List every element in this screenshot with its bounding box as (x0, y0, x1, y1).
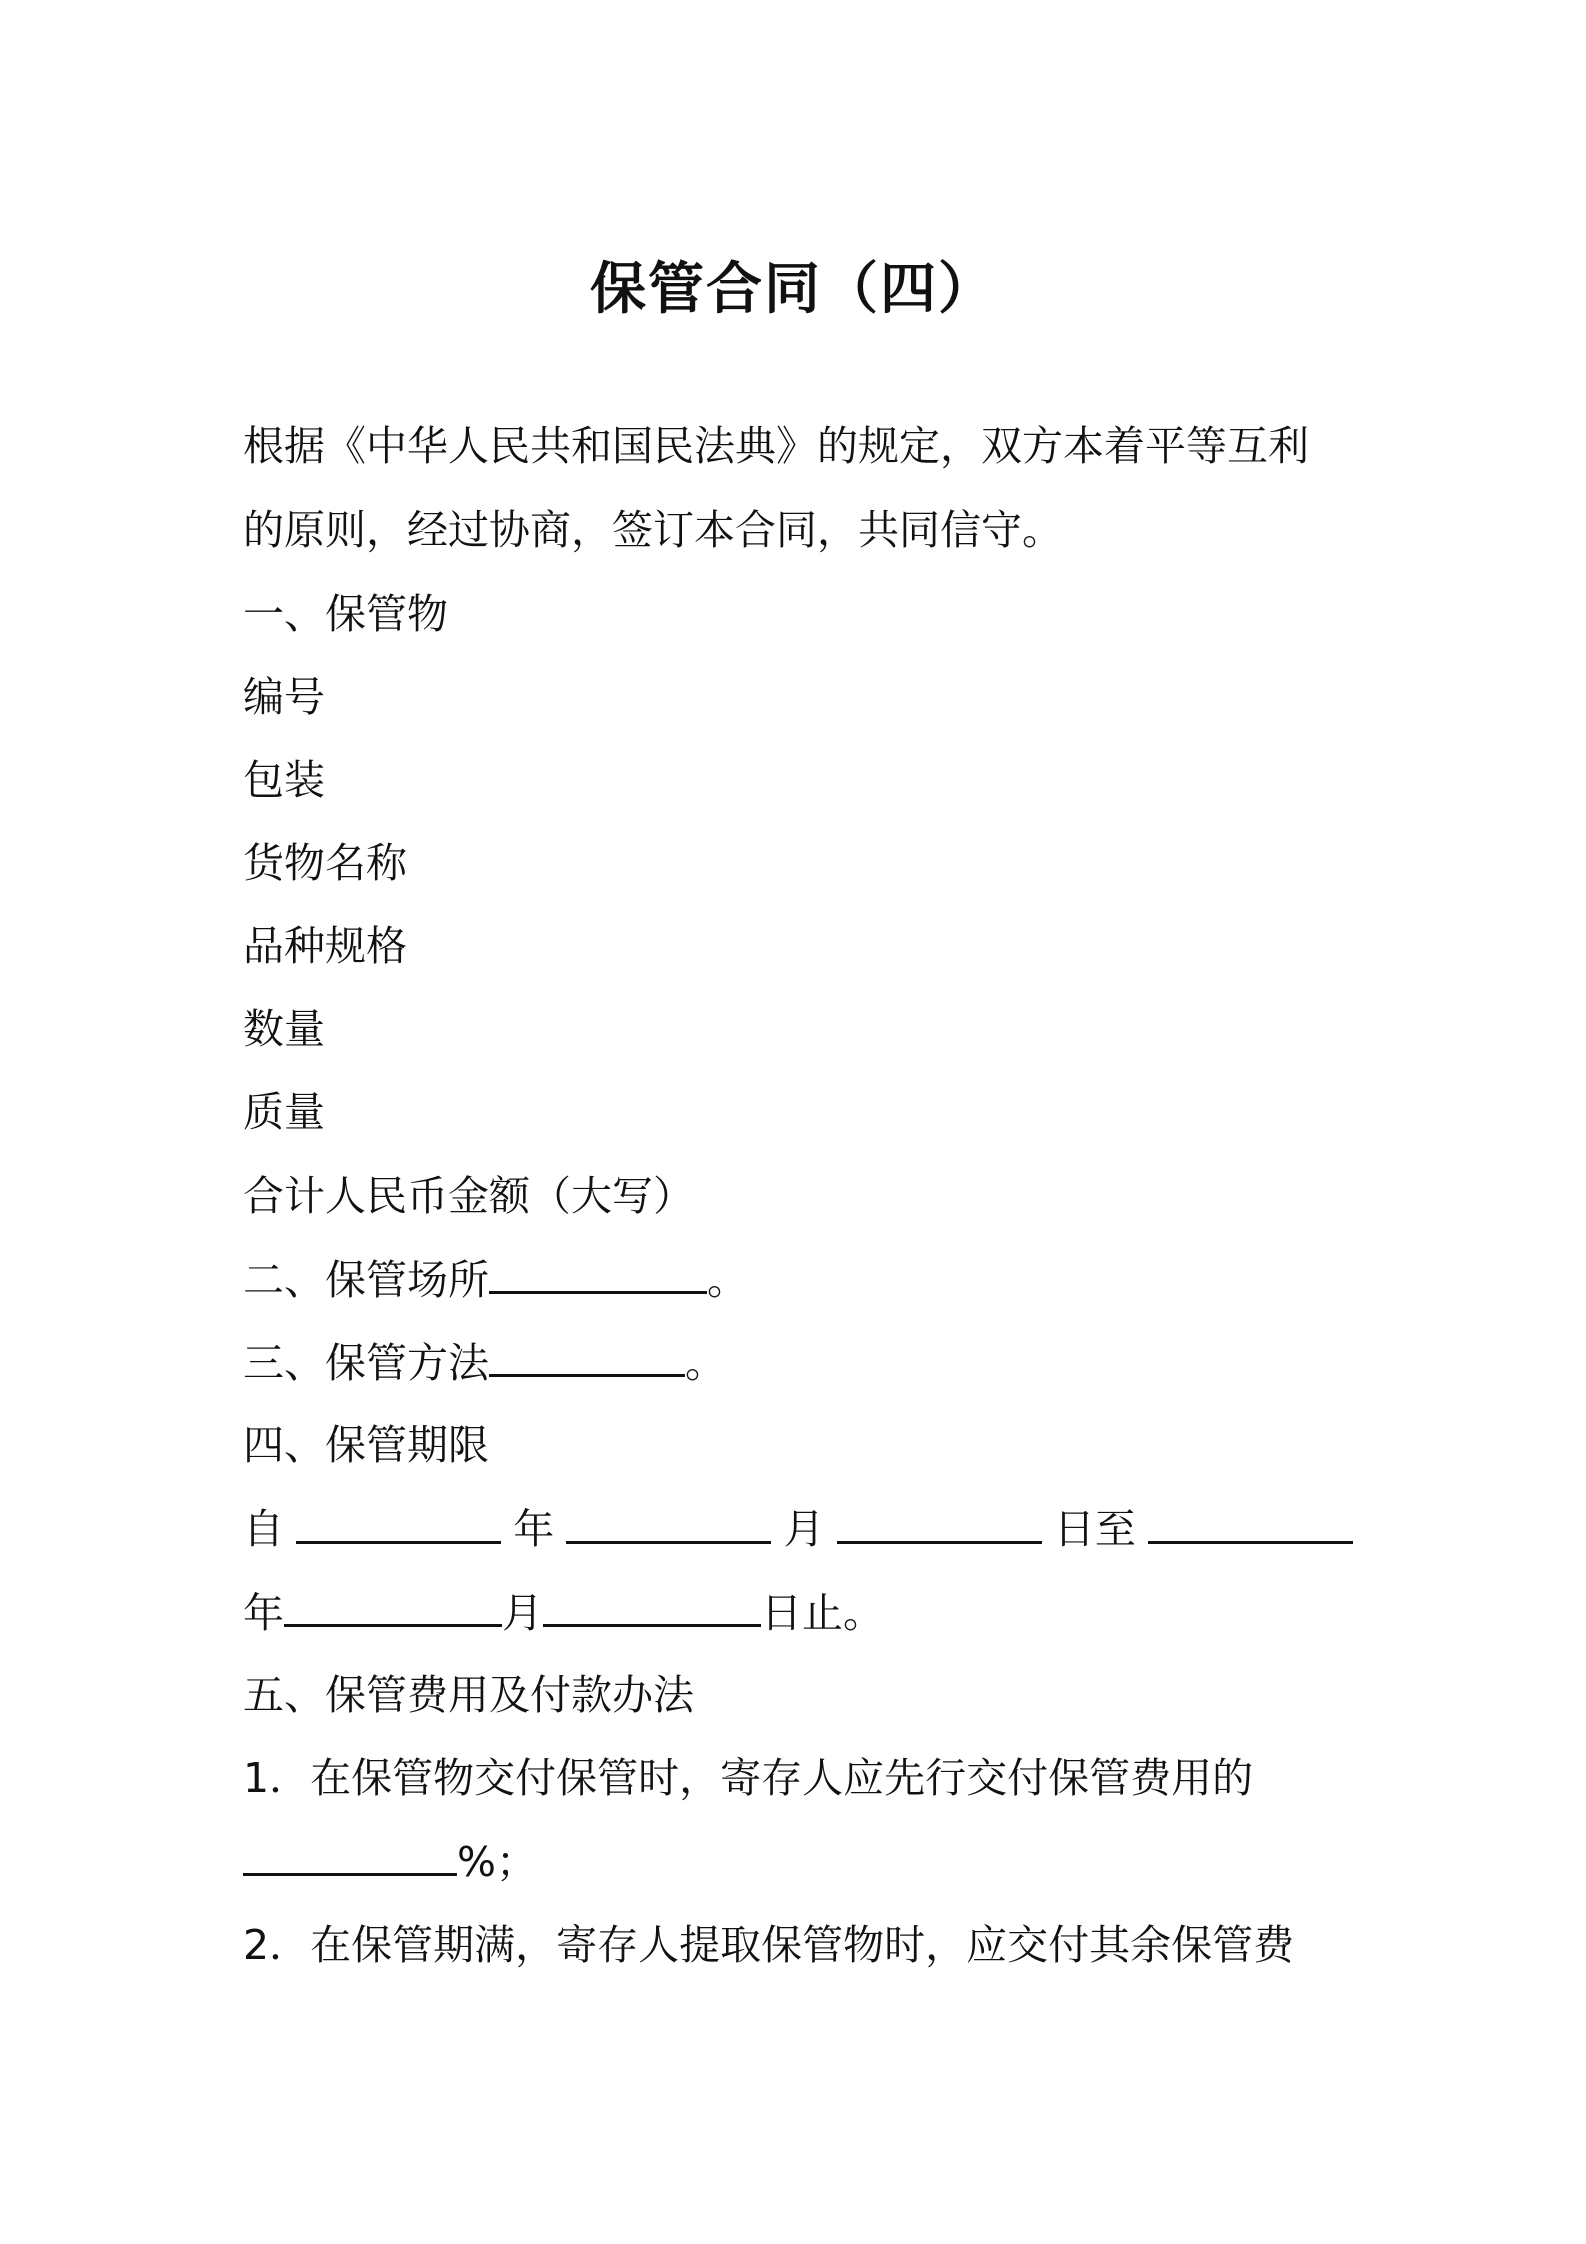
end-day-blank[interactable] (543, 1584, 761, 1627)
end-year-blank[interactable] (1148, 1501, 1353, 1544)
end-month-blank[interactable] (284, 1584, 502, 1627)
field-quality: 质量 (243, 1088, 325, 1136)
field-variety-spec: 品种规格 (243, 922, 407, 970)
end-day-label: 日止。 (761, 1589, 884, 1637)
field-number: 编号 (243, 673, 325, 721)
payment-item-1-line-2 (243, 1833, 537, 1890)
intro-line-1: 根据《中华人民共和国民法典》的规定，双方本着平等互利 (243, 422, 1309, 470)
end-month-label: 月 (502, 1589, 543, 1637)
field-packaging: 包装 (243, 756, 325, 804)
payment-item-1-line-1: 1．在保管物交付保管时，寄存人应先行交付保管费用的 (243, 1754, 1254, 1802)
percent-suffix: %； (457, 1838, 537, 1886)
section-4-heading: 四、保管期限 (243, 1421, 489, 1469)
section-3-heading: 三、保管方法 (243, 1339, 489, 1387)
section-3-line (243, 1334, 726, 1391)
payment-item-2-line-1: 2．在保管期满，寄存人提取保管物时，应交付其余保管费 (243, 1921, 1295, 1969)
start-month-blank[interactable] (566, 1501, 771, 1544)
storage-place-blank[interactable] (489, 1251, 707, 1294)
advance-percent-blank[interactable] (243, 1833, 457, 1876)
field-quantity: 数量 (243, 1005, 325, 1053)
period-from-label: 自 (243, 1505, 284, 1553)
period-line-2 (243, 1584, 884, 1641)
start-day-to-label: 日至 (1053, 1505, 1136, 1553)
storage-method-blank[interactable] (489, 1334, 685, 1377)
section-2-suffix: 。 (707, 1256, 748, 1304)
start-month-label: 月 (783, 1505, 825, 1553)
end-year-label: 年 (243, 1589, 284, 1637)
section-1-heading: 一、保管物 (243, 590, 448, 638)
field-goods-name: 货物名称 (243, 839, 407, 887)
start-year-label: 年 (513, 1505, 555, 1553)
field-total-amount: 合计人民币金额（大写） (243, 1172, 694, 1220)
start-day-blank[interactable] (837, 1501, 1042, 1544)
section-5-heading: 五、保管费用及付款办法 (243, 1671, 694, 1719)
start-year-blank[interactable] (296, 1501, 501, 1544)
section-2-heading: 二、保管场所 (243, 1256, 489, 1304)
section-2-line (243, 1251, 748, 1308)
document-title: 保管合同（四） (590, 257, 996, 322)
period-line-1 (243, 1501, 1353, 1557)
intro-line-2: 的原则，经过协商，签订本合同，共同信守。 (243, 506, 1063, 554)
section-3-suffix: 。 (685, 1339, 726, 1387)
